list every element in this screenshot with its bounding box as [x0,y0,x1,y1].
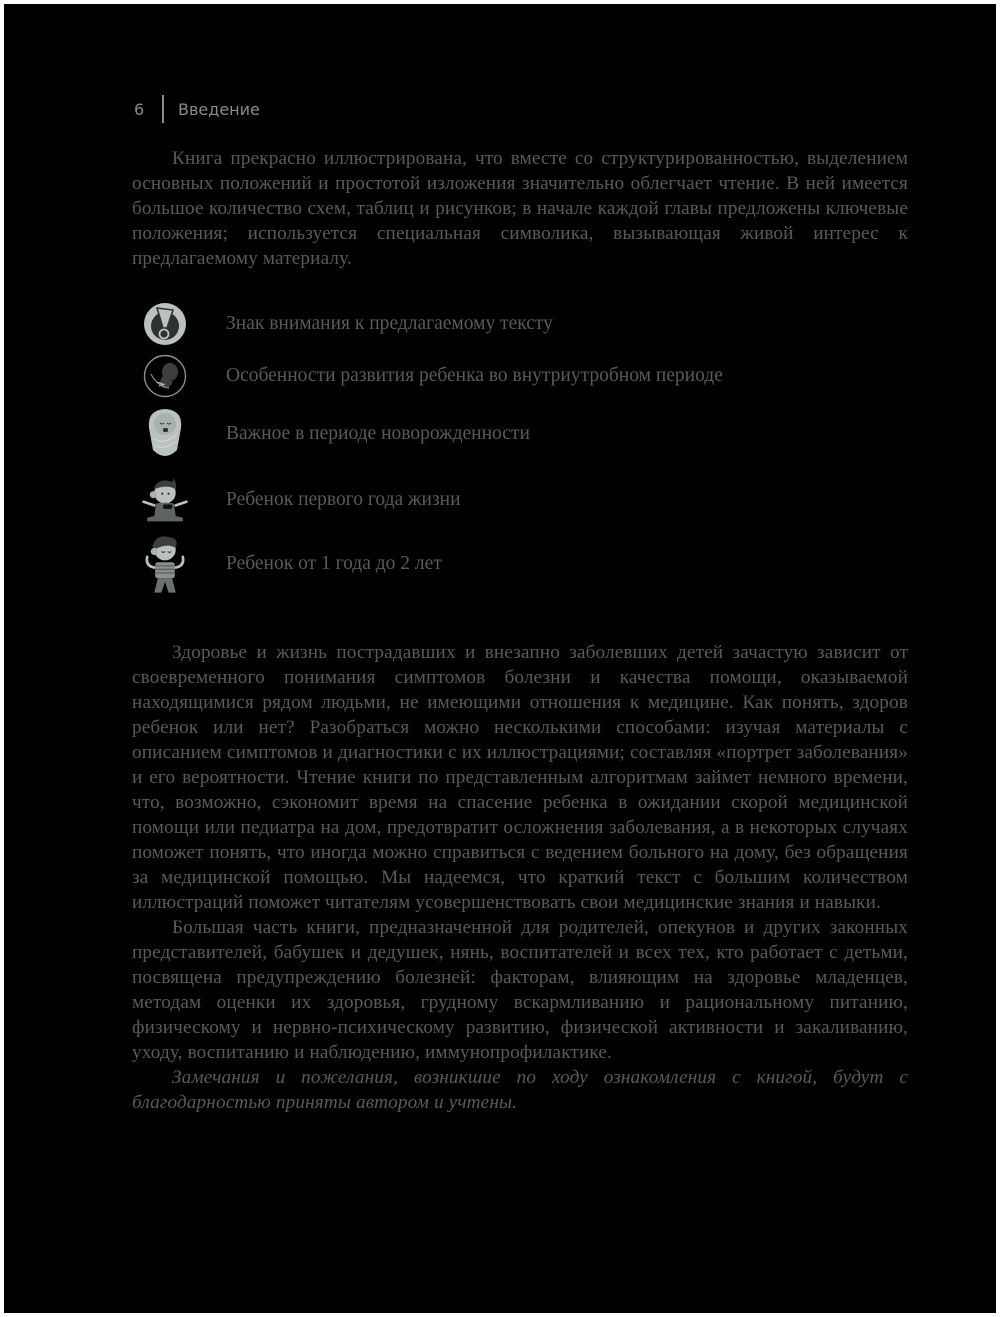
legend-label: Важное в периоде новорожденности [226,423,530,444]
attention-sign-icon [140,294,190,354]
legend-label: Ребенок от 1 года до 2 лет [226,553,442,574]
fetus-icon [140,346,190,406]
body-paragraph: Здоровье и жизнь пострадавших и внезапно заболевших детей зачастую зависит от своевременного понимания симптомов болезни и качества помощи, оказываемой находящимися рядом людьми, не имеющими отношения к медицине. Как понять, здоров ребенок или нет? Разобраться можно несколькими способами: изучая материалы с описанием симптомов и диагностики с их иллюстрациями; составляя «портрет заболевания» и его вероятности. Чтение книги по представленным алгоритмам займет немного времени, что, возможно, сэкономит время на спасение ребенка в ожидании скорой медицинской помощи или педиатра на дом, предотвратит осложнения заболевания, а в некоторых случаях поможет понять, что иногда можно справиться с ведением больного на дому, без обращения за медицинской помощью. Мы надеемся, что краткий текст с большим количеством иллюстраций поможет читателям усовершенствовать свои медицинские знания и навыки. [132,642,908,913]
swaddled-newborn-icon [140,404,190,464]
header-divider [162,95,164,123]
legend-item-fetus [140,346,723,406]
legend-label: Ребенок первого года жизни [226,489,461,510]
legend-item-newborn [140,404,530,464]
book-page [4,4,996,1313]
section-title: Введение [178,99,260,119]
legend-label: Особенности развития ребенка во внутриутробном периоде [226,365,723,386]
body-paragraph: Большая часть книги, предназначенной для родителей, опекунов и других законных представителей, бабушек и дедушек, нянь, воспитателей и всех тех, кто работает с детьми, посвящена предупреждению болезней: факторам, влияющим на здоровье младенцев, методам оценки их здоровья, грудному вскармливанию и рациональному питанию, физическому и нервно-психическому развитию, физической активности и закаливанию, уходу, воспитанию и наблюдению, иммунопрофилактике. [132,917,908,1063]
closing-paragraph: Замечания и пожелания, возникшие по ходу ознакомления с книгой, будут с благодарностью приняты автором и учтены. [132,1067,908,1113]
toddler-icon [140,534,190,594]
intro-paragraph: Книга прекрасно иллюстрирована, что вместе со структурированностью, выделением основных положений и простотой изложения значительно облегчает чтение. В ней имеется большое количество схем, таблиц и рисунков; в начале каждой главы предложены ключевые положения; используется специальная символика, вызывающая живой интерес к предлагаемому материалу. [132,148,908,269]
legend-item-attention [140,294,553,354]
intro-paragraph-block [132,146,908,271]
body-text [132,640,908,1115]
page-number: 6 [134,99,145,119]
legend-label: Знак внимания к предлагаемому тексту [226,313,553,334]
infant-icon [140,470,190,530]
legend-item-toddler [140,534,442,594]
legend-item-infant [140,470,461,530]
running-header [134,96,260,122]
